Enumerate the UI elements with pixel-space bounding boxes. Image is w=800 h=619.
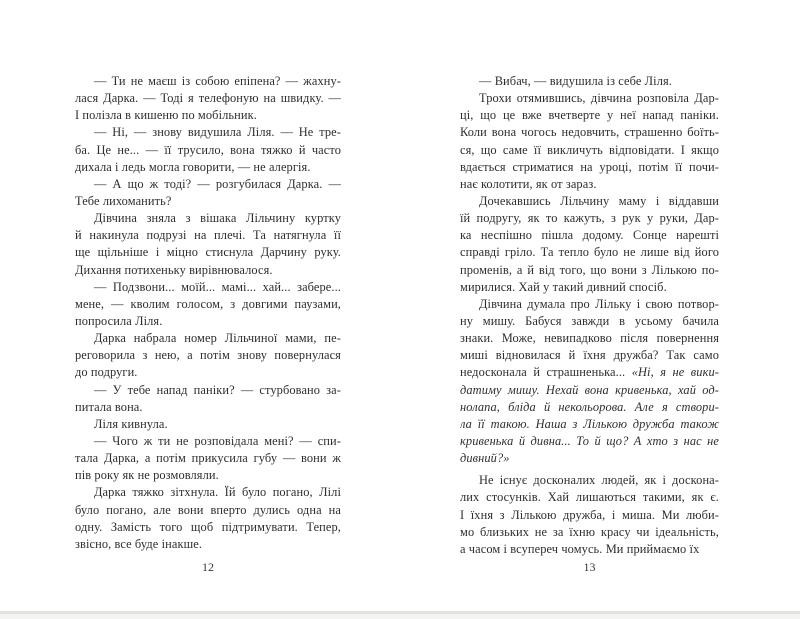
text-line: — Ні, — знову видушила Ліля. — Не тре- (94, 125, 341, 140)
book-bottom-shadow (0, 614, 800, 619)
text-line: звісно, все буде інакше. (75, 536, 203, 551)
text-line: до подруги. (75, 365, 138, 380)
text-line: дихала і ледь могла говорити, — не алергія. (75, 159, 311, 174)
text-line: — У тебе напад паніки? — стурбовано за- (94, 382, 341, 397)
text-line: пів року як не розмовляли. (75, 468, 219, 483)
text-line: одну. Замість того щоб підтримувати. Тепер, (75, 519, 341, 534)
text-line: мо близьких не за їхню красу чи ідеальність, (460, 524, 719, 539)
text-line: Тебе лихоманить? (75, 193, 172, 208)
left-page-text (75, 73, 341, 553)
text-line: Дарка набрала номер Лільчиної мами, пе- (94, 331, 341, 346)
text-line: Дівчина думала про Лільку і свою потвор- (479, 296, 719, 311)
text-line: питала вона. (75, 399, 143, 414)
text-line: знаки. Може, невипадково після повернення (460, 331, 719, 346)
text-line (460, 450, 719, 467)
text-line: мене, — кволим голосом, з довгими паузами, (75, 296, 341, 311)
text-line: ся, що саме її викличуть відповідати. І якщо (460, 142, 719, 157)
text-line: а часом і всупереч чомусь. Ми приймаємо їх (460, 541, 700, 556)
text-line: ну мишу. Бабуся завжди в усьому бачила (460, 313, 719, 328)
text-line: ка неспішно пішла додому. Сонце нарешті (460, 228, 719, 243)
italic-text-segment: датиму мишу. Нехай вона кривенька, хай од- (460, 382, 719, 397)
text-line: було погано, але вони вперто дулись одна на (75, 502, 341, 517)
text-line: їй подругу, як то кажуть, з рук у руки, Дар- (460, 211, 719, 226)
text-line: Не існує досконалих людей, як і доскона- (479, 473, 719, 488)
italic-text-segment: ла її такою. Наша з Лількою дружба також (460, 416, 719, 431)
text-line: ба. Це не... — її трусило, вона тяжко й часто (75, 142, 341, 157)
text-line: нає колотити, як от зараз. (460, 176, 597, 191)
text-line (460, 364, 719, 381)
text-segment: недосконала й страшненька... (460, 365, 632, 380)
text-line: Дівчина зняла з вішака Лільчину куртку (94, 211, 341, 226)
text-line: й накинула подрузі на плечі. Та натягнула її (75, 228, 341, 243)
text-line: Коли вона чогось недовчить, страшенно боїть- (460, 125, 719, 140)
text-line: Ліля кивнула. (94, 416, 168, 431)
italic-text-segment: дивний?» (460, 451, 510, 466)
text-line: лася Дарка. — Тоді я телефоную на швидку. — (75, 91, 341, 106)
text-line: — Ти не маєш із собою епіпена? — жахну- (94, 74, 341, 88)
text-line: Трохи отямившись, дівчина розповіла Дар- (479, 91, 719, 106)
text-line: мирилися. Хай у такий дивний спосіб. (460, 279, 667, 294)
italic-text-segment: нолапа, бліда й некольорова. Але я створи- (460, 399, 719, 414)
text-line: ще щільніше і міцно стиснула Дарчину руку. (75, 245, 341, 260)
text-line: миші відновилася й їхня дружба? Так само (460, 348, 719, 363)
italic-text-segment: кривенька й дивна... То й що? А хто з нас не (460, 433, 719, 448)
text-line (460, 416, 719, 433)
text-line: І полізла в кишеню по мобільник. (75, 108, 257, 123)
left-page-number: 12 (202, 560, 214, 574)
text-line (460, 433, 719, 450)
italic-text-segment: «Ні, я не вики- (631, 365, 719, 380)
text-line: лих стосунків. Хай лишаються такими, як є. (460, 490, 719, 505)
text-line: — Вибач, — видушила із себе Ліля. (479, 74, 672, 88)
text-line: тала Дарка, а потім прикусила губу — вони ж (75, 451, 341, 466)
text-line: справді гріло. Та тепло було не лише від його (460, 245, 719, 260)
text-line: Дочекавшись Лільчину маму і віддавши (479, 193, 719, 208)
text-line: попросила Ліля. (75, 313, 163, 328)
right-page-text (460, 73, 719, 558)
text-line: ці, що це вже вчетверте у неї напад паніки. (460, 108, 719, 123)
text-line: реговорила з нею, а потім знову повернулася (75, 348, 341, 363)
right-page-number: 13 (583, 560, 596, 574)
text-line (460, 382, 719, 399)
text-line: Дихання потихеньку вирівнювалося. (75, 262, 273, 277)
text-line: — А що ж тоді? — розгубилася Дарка. — (94, 176, 341, 191)
text-line: променів, а й від того, що вони з Лількою по- (460, 262, 719, 277)
text-line: — Чого ж ти не розповідала мені? — спи- (94, 433, 341, 448)
text-line: — Подзвони... моїй... мамі... хай... забере... (94, 279, 341, 294)
text-line: І їхня з Лількою дружба, і миша. Ми люби- (460, 507, 719, 522)
text-line: Дарка тяжко зітхнула. Їй було погано, Лілі (94, 485, 341, 500)
text-line: вдається стриматися на уроці, потім її почи- (460, 159, 719, 174)
text-line (460, 399, 719, 416)
